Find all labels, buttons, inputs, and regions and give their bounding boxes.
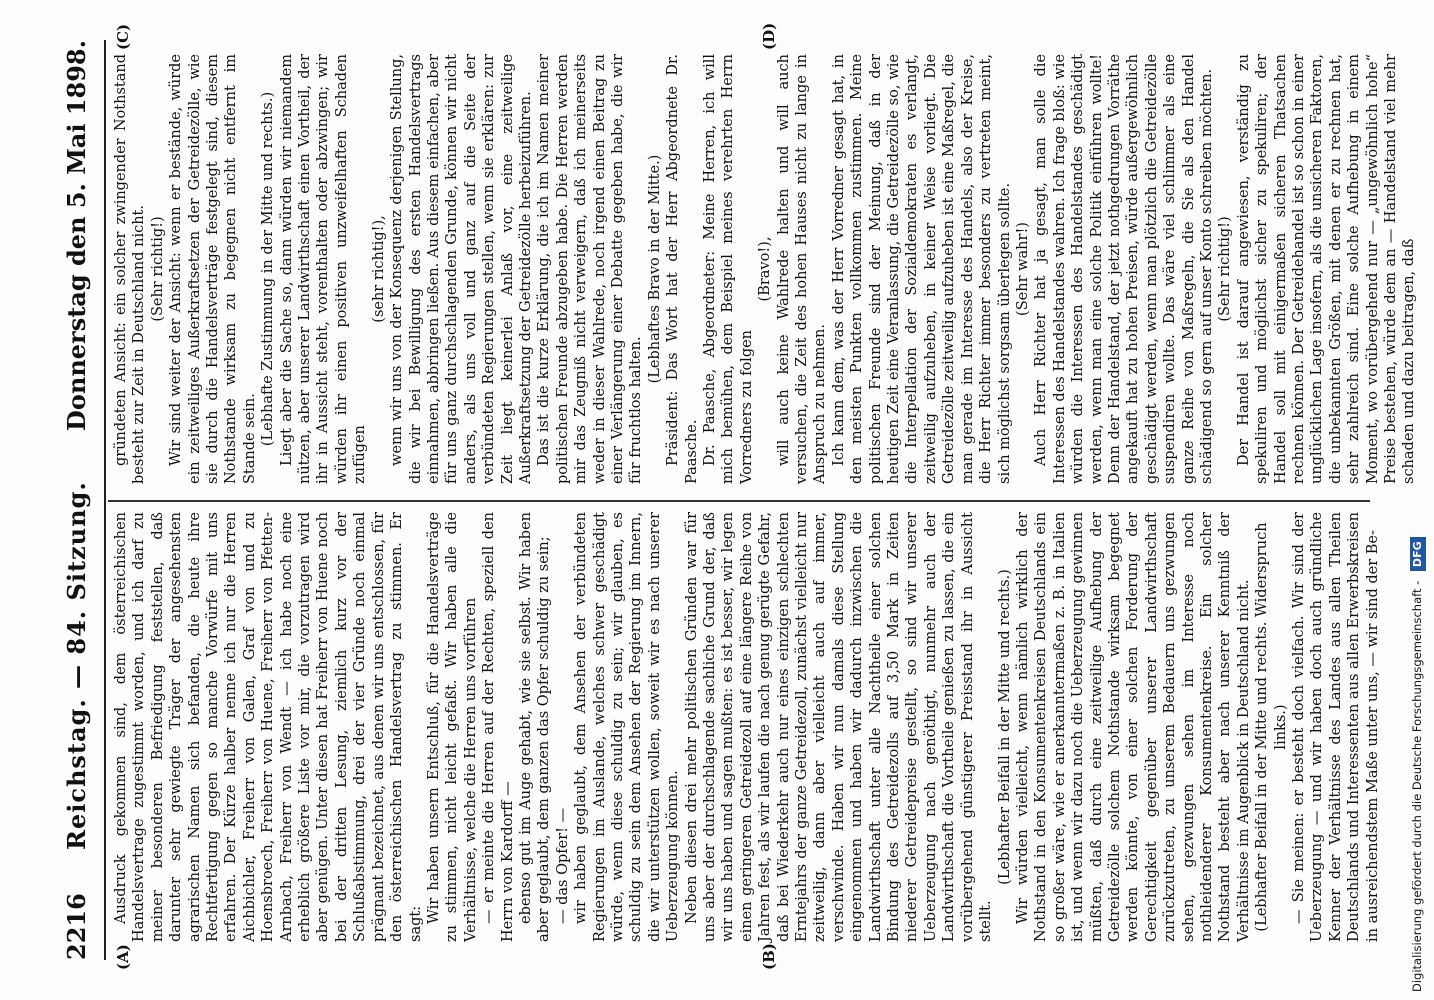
text-paragraph: (Lebhafter Beifall in der Mitte und rechts. Widerspruch links.) bbox=[1254, 517, 1289, 932]
text-paragraph: Liegt aber die Sache so, dann würden wir niemandem nützen, aber unserer Landwirthschaft einen Vortheil, der ihr in Aussicht steht, vorenthalten oder abzwingen; wir würden ihr einen positiven unzweifelhaften Schaden zufügen bbox=[278, 49, 369, 484]
margin-marker-b: (B) bbox=[760, 943, 778, 970]
text-paragraph: Das ist die kurze Erklärung, die ich im Namen meiner politischen Freunde abzugeben habe. Die Herren werden mir das Zeugniß nicht verweigern, daß ich meinerseits weder in dieser Wahlrede, noch irgend einen Beitrag zu einer Verlängerung einer Debatte gegeben habe, die wir für fruchtlos halten. bbox=[536, 49, 645, 484]
session-title: Reichstag. — 84. Sitzung. bbox=[62, 481, 91, 850]
text-paragraph: Der Handel ist darauf angewiesen, verständig zu spekuliren und möglichst sicher zu spekuliren; der Handel soll mit einigermaßen sicheren Thatsachen rechnen können. Der Getreidehandel ist so schon in einer unglücklichen Lage insofern, als die unsicheren Faktoren, die unbekannten Größen, mit denen er zu rechnen hat, sehr zahlreich sind. Eine solche Aufhebung in einem Moment, wo vorübergehend nur — „ungewöhnlich hohe“ Preise bestehen, würde dem an — Handelstand viel mehr schaden und dazu beitragen, daß bbox=[1235, 49, 1418, 484]
header-rule bbox=[104, 40, 106, 960]
text-paragraph: wir haben geglaubt, dem Ansehen der verbündeten Regierungen im Auslande, welches schwer geschädigt würde, wenn diese schuldig zu sein; wir glauben, es schuldig zu sein dem Ansehen der Regierung im Innern, die wir unterstützen wollen, soweit wir es nach unserer Ueberzeugung können. bbox=[573, 507, 682, 942]
margin-marker-c: (C) bbox=[114, 23, 132, 50]
text-paragraph: (Sehr wahr!) bbox=[1014, 222, 1031, 316]
text-paragraph: Neben diesen drei mehr politischen Gründen war für uns aber der durchschlagende sachliche Grund der, daß wir uns haben und sagen mußten: es ist besser, wir legen einen geringeren Getreidezoll auf eine längere Reihe von Jahren fest, als wir laufen die nach genug gerügte Gefahr, daß bei Wiederkehr auch nur eines einzigen schlechten Erntejahrs der ganze Getreidezoll, zunächst vielleicht nur zeitweilig, dann aber vielleicht auch auf immer, verschwinde. Haben wir nun damals diese Stellung eingenommen und haben wir dadurch inzwischen die Landwirthschaft unter alle Nachtheile einer solchen Bindung des Getreidezolls auf 3,50 Mark in Zeiten niederer Getreidepreise gestellt, so sind wir unserer Ueberzeugung nach genöthigt, nunmehr auch der Landwirthschaft die Vortheile genießen zu lassen, die ein vorübergehend günstigerer Preisstand ihr in Aussicht stellt. bbox=[683, 507, 995, 942]
text-paragraph: Ausdruck gekommen sind, dem österreichischen Handelsvertrage zugestimmt worden, und ich darf zu meiner besonderen Befriedigung feststellen, daß darunter sehr gewiegte Träger der angesehensten agrarischen Namen sich befanden, die heute ihre Rechtfertigung gegen so manche Vorwürfe mit uns erfahren. Der Kürze halber nenne ich nur die Herren Aichbichler, Freiherr von Galen, Graf von und zu Hoensbroech, Freiherr von Huene, Freiherr von Pfetten-Arnbach, Freiherr von Wendt — ich habe noch eine erheblich größere Liste vor mir, die vorzutragen wird aber genügen. Unter diesen hat Freiherr von Huene noch bei der dritten Lesung, ziemlich kurz vor der Schlußabstimmung, drei der vier Gründe noch einmal prägnant bezeichnet, aus denen wir uns entschlossen, für den österreichischen Handelsvertrag zu stimmen. Er sagt: bbox=[113, 507, 424, 942]
text-paragraph: (Sehr richtig!) bbox=[1217, 216, 1234, 322]
page-header bbox=[62, 40, 98, 960]
text-paragraph: (sehr richtig!), bbox=[370, 215, 387, 323]
text-paragraph: Ich kann dem, was der Herr Vorredner gesagt hat, in den meisten Punkten vollkommen zustimmen. Meine politischen Freunde sind der Meinung, daß in der heutigen Zeit eine Veranlassung, die Getreidezölle so, wie die Interpellation der Sozialdemokraten es verlangt, zeitweilig aufzuheben, in keiner Weise vorliegt. Die Getreidezölle zeitweilig aufzuheben ist eine Maßregel, die man gerade im Interesse des Handels, also der Kreise, die Herr Richter immer besonders zu vertreten meint, sich möglichst sorgsam überlegen sollte. bbox=[830, 49, 1013, 484]
text-paragraph: Wir haben unsern Entschluß, für die Handelsverträge zu stimmen, nicht leicht gefaßt. Wir haben alle die Verhältnisse, welche die Herren uns vorführen bbox=[425, 507, 479, 942]
session-date: Donnerstag den 5. Mai 1898. bbox=[62, 40, 91, 431]
text-paragraph: gründeten Ansicht: ein solcher zwingender Nothstand besteht zur Zeit in Deutschland nicht. bbox=[113, 49, 148, 484]
text-paragraph: ebenso gut im Auge gehabt, wie sie selbst. Wir haben aber geglaubt, dem ganzen das Opfer schuldig zu sein; bbox=[517, 507, 553, 942]
margin-marker-d: (D) bbox=[760, 22, 778, 50]
text-paragraph: (Sehr richtig!) bbox=[149, 216, 166, 322]
text-paragraph: Dr. Paasche, Abgeordneter: Meine Herren, ich will mich bemühen, dem Beispiel meines verehrten Herrn Vorredners zu folgen bbox=[702, 49, 755, 484]
text-paragraph: Auch Herr Richter hat ja gesagt, man solle die Interessen des Handelstandes wahren. Ich frage bloß: wie würden die Interessen des Handelstandes geschädigt werden, wenn man eine solche Politik einführen wollte! Denn der Handelstand, der jetzt nothgedrungen Vorräthe angekauft hat zu hohen Preisen, würde außergewöhnlich geschädigt werden, wenn man plötzlich die Getreidezölle suspendiren wollte. Das wäre viel schlimmer als eine ganze Reihe von Maßregeln, die Sie als den Handel schädigend so gern auf unser Konto schreiben möchten. bbox=[1033, 49, 1215, 484]
text-paragraph: (Bravo!), bbox=[757, 236, 774, 302]
text-paragraph: — er meinte die Herren auf der Rechten, speziell den Herrn von Kardorff — bbox=[481, 507, 516, 942]
digitization-credit bbox=[1406, 8, 1428, 992]
text-paragraph: will auch keine Wahlrede halten und will auch versuchen, die Zeit des hohen Hauses nicht zu lange in Anspruch zu nehmen. bbox=[775, 49, 829, 484]
text-paragraph: wenn wir uns von der Konsequenz derjenigen Stellung, die wir bei Bewilligung des ersten Handelsvertrags einnahmen, abbringen ließen. Aus diesem einfachen, aber für uns ganz durchschlagenden Grunde, können wir nicht anders, als uns voll und ganz auf die Seite der verbündeten Regierungen stellen, wenn sie erklären: zur Zeit liegt keinerlei Anlaß vor, eine zeitweilige Außerkraftsetzung der Getreidezölle herbeizuführen. bbox=[389, 49, 534, 484]
text-paragraph: (Lebhaftes Bravo in der Mitte.) bbox=[646, 154, 663, 384]
text-paragraph: Wir würden vielleicht, wenn nämlich wirklich der Nothstand in den Konsumentenkreisen Deutschlands ein so großer wäre, wie er anerkanntermaßen z. B. in Italien ist, und wenn wir dazu noch die Ueberzeugung gewinnen müßten, daß durch eine zeitweilige Aufhebung der Getreidezölle solchem Nothstande wirksam begegnet werden könnte, von einer solchen Forderung der Gerechtigkeit gegenüber unserer Landwirthschaft zurückzutreten, zu unserem Bedauern uns gezwungen sehen, gezwungen sehen im Interesse noch nothleidenderer Konsumentenkreise. Ein solcher Nothstand besteht aber nach unserer Kenntniß der Verhältnisse im Augenblick in Deutschland nicht. bbox=[1014, 507, 1252, 942]
text-paragraph: Wir sind weiter der Ansicht: wenn er bestände, würde ein zeitweiliges Außerkraftsetzen der Getreidezölle, wie sie durch die Handelsverträge festgelegt sind, diesem Nothstande wirksam zu begegnen nicht entfernt im Stande sein. bbox=[168, 49, 258, 484]
text-paragraph: (Lebhafte Zustimmung in der Mitte und rechts.) bbox=[260, 91, 277, 447]
column-divider bbox=[108, 500, 1370, 502]
text-paragraph: — Sie meinen: er besteht doch vielfach. Wir sind der Ueberzeugung — und wir haben doch auch gründliche Kenner der Verhältnisse des Landes aus allen Theilen Deutschlands und Interessenten aus allen Erwerbskreisen in ausreichendstem Maße unter uns, — wir sind der Be- bbox=[1291, 507, 1381, 942]
credit-text: Digitalisierung gefördert durch die Deutsche Forschungsgemeinschaft - bbox=[1410, 580, 1424, 992]
dfg-logo: DFG bbox=[1410, 537, 1426, 571]
text-paragraph: — das Opfer! — bbox=[554, 807, 571, 924]
text-paragraph: Präsident: Das Wort hat der Herr Abgeordnete Dr. Paasche. bbox=[665, 49, 700, 484]
page-number: 2216 bbox=[62, 893, 91, 960]
text-paragraph: (Lebhafter Beifall in der Mitte und rechts.) bbox=[996, 569, 1013, 885]
right-text-column bbox=[112, 49, 1418, 484]
left-text-column bbox=[112, 507, 1402, 942]
margin-marker-a: (A) bbox=[114, 944, 132, 970]
